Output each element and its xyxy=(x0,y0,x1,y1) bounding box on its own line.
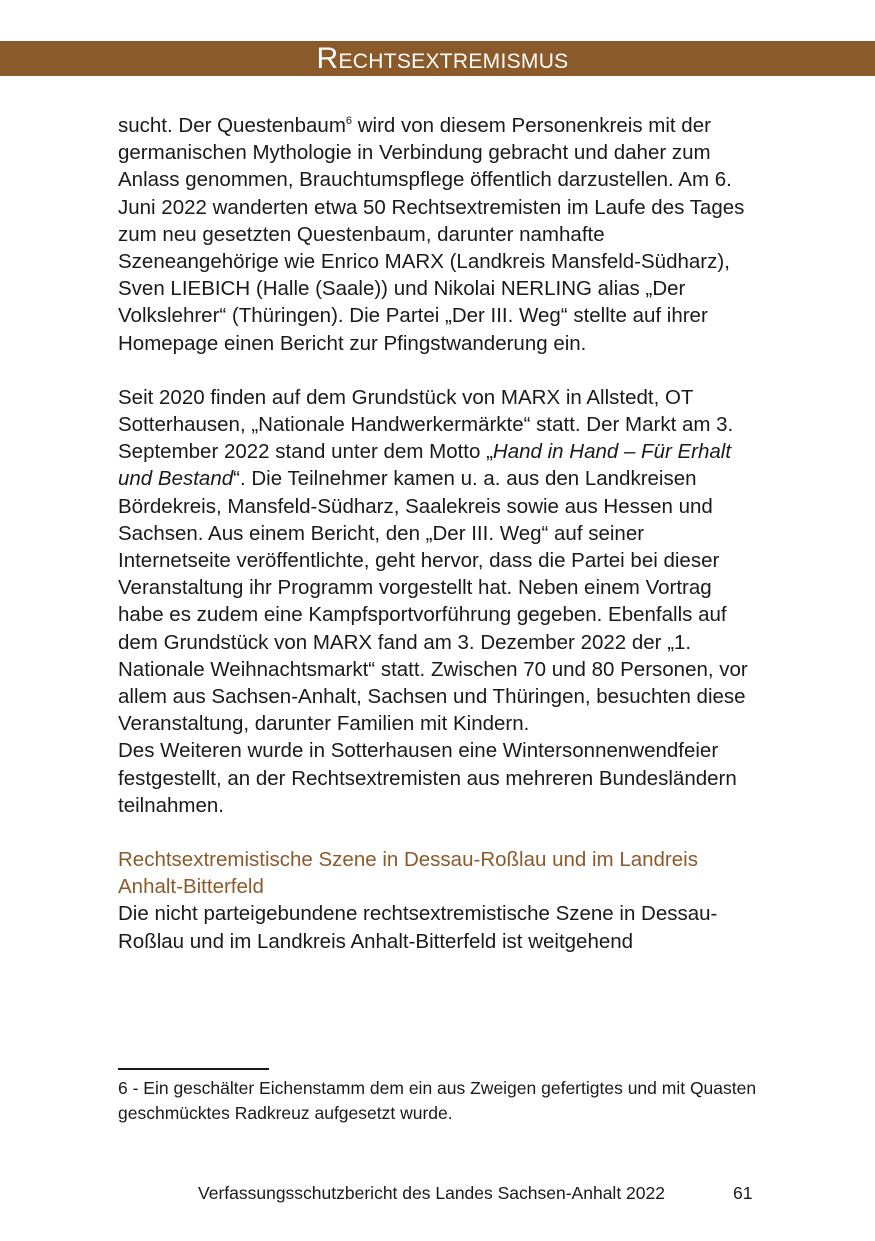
chapter-header-bar xyxy=(0,41,875,76)
footnote-divider xyxy=(118,1068,269,1070)
page-number: 61 xyxy=(733,1183,753,1203)
footer-publication-title: Verfassungsschutzbericht des Landes Sachsen-Anhalt 2022 xyxy=(198,1183,665,1203)
paragraph-text: Seit 2020 finden auf dem Grundstück von MARX in Allstedt, OT Sotterhausen, „Nationale Handwerkermärkte“ statt. Der Markt am 3. September 2022 stand unter dem Motto „ xyxy=(118,385,734,464)
paragraph-handwerkermaerkte xyxy=(118,384,758,738)
paragraph-text: “. Die Teilnehmer kamen u. a. aus den Landkreisen Bördekreis, Mansfeld-Südharz, Saalekreis sowie aus Hessen und Sachsen. Aus einem Bericht, den „Der III. Weg“ auf seiner Internetseite veröffentlichte, geht hervor, dass die Partei bei dieser Veranstaltung ihr Programm vorgestellt hat. Neben einem Vortrag habe es zudem eine Kampfsportvorführung gegeben. Ebenfalls auf dem Grundstück von MARX fand am 3. Dezember 2022 der „1. Nationale Weihnachtsmarkt“ statt. Zwischen 70 und 80 Personen, vor allem aus Sachsen-Anhalt, Sachsen und Thüringen, besuchten diese Veranstaltung, darunter Familien mit Kindern. xyxy=(118,467,748,736)
paragraph-questenbaum xyxy=(118,112,758,357)
chapter-title: Rechtsextremismus xyxy=(316,42,569,75)
body-text xyxy=(118,112,758,955)
paragraph-text: wird von diesem Personenkreis mit der germanischen Mythologie in Verbindung gebracht und daher zum Anlass genommen, Brauchtumspflege öffentlich darzustellen. Am 6. Juni 2022 wanderten etwa 50 Rechtsextremisten im Laufe des Tages zum neu gesetzten Questenbaum, darunter namhafte Szeneangehörige wie Enrico MARX (Landkreis Mansfeld-Südharz), Sven LIEBICH (Halle (Saale)) und Nikolai NERLING alias „Der Volkslehrer“ (Thüringen). Die Partei „Der III. Weg“ stellte auf ihrer Homepage einen Bericht zur Pfingstwanderung ein. xyxy=(118,114,745,355)
paragraph-wintersonnenwende: Des Weiteren wurde in Sotterhausen eine Wintersonnenwendfeier festgestellt, an der Rechtsextremisten aus mehreren Bundesländern teilnahmen. xyxy=(118,739,737,817)
footnote-text: 6 - Ein geschälter Eichenstamm dem ein aus Zweigen gefertigtes und mit Quasten geschmücktes Radkreuz aufgesetzt wurde. xyxy=(118,1078,757,1123)
section-subheading: Rechtsextremistische Szene in Dessau-Roßlau und im Landreis Anhalt-Bitterfeld xyxy=(118,848,698,899)
motto-text: Hand in Hand – Für Erhalt und Bestand xyxy=(118,440,732,491)
footnote-reference[interactable]: 6 xyxy=(345,115,353,127)
paragraph-dessau: Die nicht parteigebundene rechtsextremistische Szene in Dessau-Roßlau und im Landkreis Anhalt-Bitterfeld ist weitgehend xyxy=(118,902,718,953)
paragraph-text: sucht. Der Questenbaum xyxy=(118,114,346,137)
